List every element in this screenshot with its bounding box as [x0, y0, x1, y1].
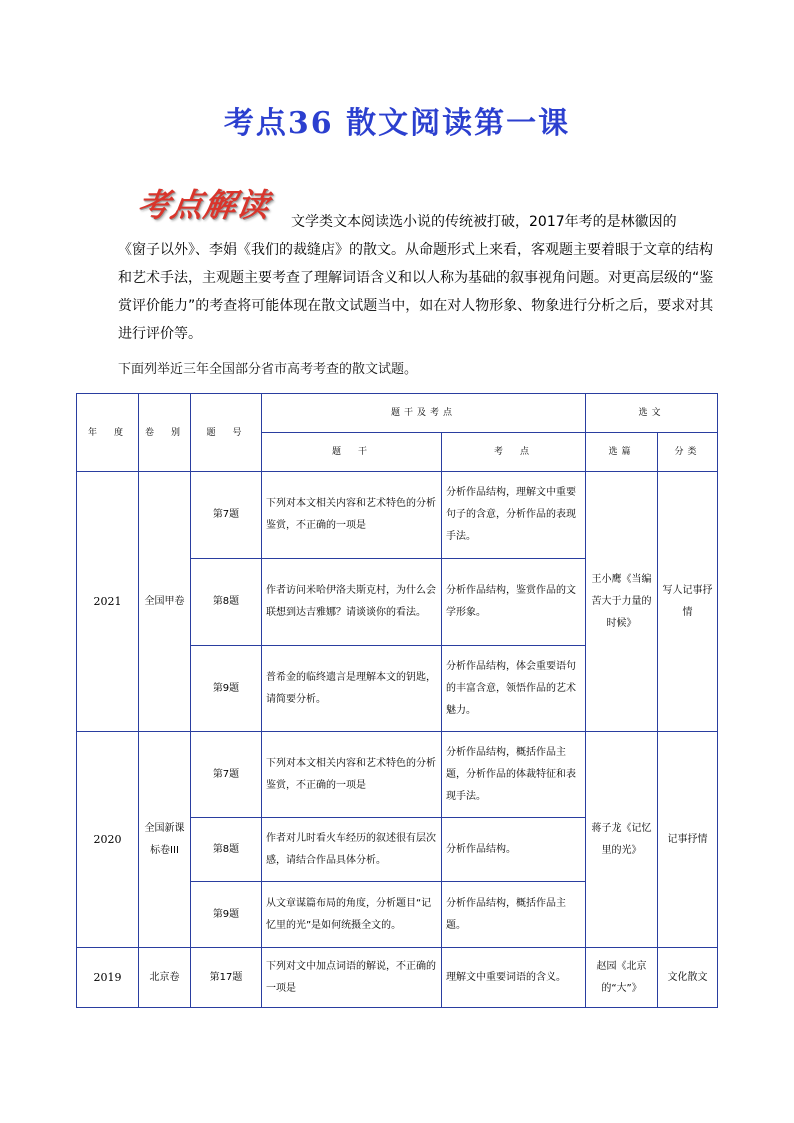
stem-cell: 作者对儿时看火车经历的叙述很有层次感，请结合作品具体分析。 [262, 818, 442, 882]
category-cell: 记事抒情 [658, 732, 718, 948]
page-title: 考点36 散文阅读第一课 [223, 106, 571, 141]
header-selection: 选篇 [586, 433, 658, 472]
category-cell: 写人记事抒情 [658, 472, 718, 732]
paper-cell: 全国新课标卷III [139, 732, 191, 948]
point-cell: 分析作品结构，理解文中重要句子的含意，分析作品的表现手法。 [442, 472, 586, 559]
num-cell: 第7题 [191, 472, 262, 559]
stem-cell: 下列对文中加点词语的解说，不正确的一项是 [262, 948, 442, 1008]
header-category: 分类 [658, 433, 718, 472]
header-point: 考 点 [442, 433, 586, 472]
intro-paragraph-line1: 文学类文本阅读选小说的传统被打破，2017年考的是林徽因的 [291, 214, 677, 230]
stem-cell: 作者访问米哈伊洛夫斯克村，为什么会联想到达吉雅娜？请谈谈你的看法。 [262, 559, 442, 646]
year-cell: 2020 [77, 732, 139, 948]
selection-cell: 蒋子龙《记忆里的光》 [586, 732, 658, 948]
num-cell: 第9题 [191, 882, 262, 948]
stem-cell: 下列对本文相关内容和艺术特色的分析鉴赏，不正确的一项是 [262, 732, 442, 818]
header-num: 题 号 [191, 394, 262, 472]
num-cell: 第9题 [191, 646, 262, 732]
header-paper: 卷 别 [139, 394, 191, 472]
table-row [77, 732, 718, 818]
point-cell: 分析作品结构，概括作品主题。 [442, 882, 586, 948]
category-cell: 文化散文 [658, 948, 718, 1008]
header-year: 年 度 [77, 394, 139, 472]
num-cell: 第8题 [191, 818, 262, 882]
num-cell: 第8题 [191, 559, 262, 646]
point-cell: 分析作品结构。 [442, 818, 586, 882]
point-cell: 理解文中重要词语的含义。 [442, 948, 586, 1008]
paper-cell: 全国甲卷 [139, 472, 191, 732]
point-cell: 分析作品结构，概括作品主题，分析作品的体裁特征和表现手法。 [442, 732, 586, 818]
year-cell: 2019 [77, 948, 139, 1008]
list-intro: 下面列举近三年全国部分省市高考考查的散文试题。 [118, 362, 418, 377]
stem-cell: 从文章谋篇布局的角度，分析题目“记忆里的光”是如何统摄全文的。 [262, 882, 442, 948]
selection-cell: 王小鹰《当编苦大于力量的时候》 [586, 472, 658, 732]
point-cell: 分析作品结构，鉴赏作品的文学形象。 [442, 559, 586, 646]
table-row [77, 472, 718, 559]
header-text-group: 选文 [586, 394, 718, 433]
exam-table [76, 393, 718, 1008]
header-stem: 题 干 [262, 433, 442, 472]
selection-cell: 赵园《北京的“大”》 [586, 948, 658, 1008]
intro-paragraph: 《窗子以外》、李娟《我们的裁缝店》的散文。从命题形式上来看，客观题主要着眼于文章的结构和艺术手法，主观题主要考查了理解词语含义和以人称为基础的叙事视角问题。对更高层级的“鉴赏评价能力”的考查将可能体现在散文试题当中，如在对人物形象、物象进行分析之后，要求对其进行评价等。 [118, 242, 714, 342]
stem-cell: 普希金的临终遗言是理解本文的钥匙，请简要分析。 [262, 646, 442, 732]
paper-cell: 北京卷 [139, 948, 191, 1008]
num-cell: 第17题 [191, 948, 262, 1008]
year-cell: 2021 [77, 472, 139, 732]
header-group: 题干及考点 [262, 394, 586, 433]
stem-cell: 下列对本文相关内容和艺术特色的分析鉴赏，不正确的一项是 [262, 472, 442, 559]
table-row [77, 948, 718, 1008]
point-cell: 分析作品结构，体会重要语句的丰富含意，领悟作品的艺术魅力。 [442, 646, 586, 732]
section-badge: 考点解读 [135, 186, 273, 224]
num-cell: 第7题 [191, 732, 262, 818]
